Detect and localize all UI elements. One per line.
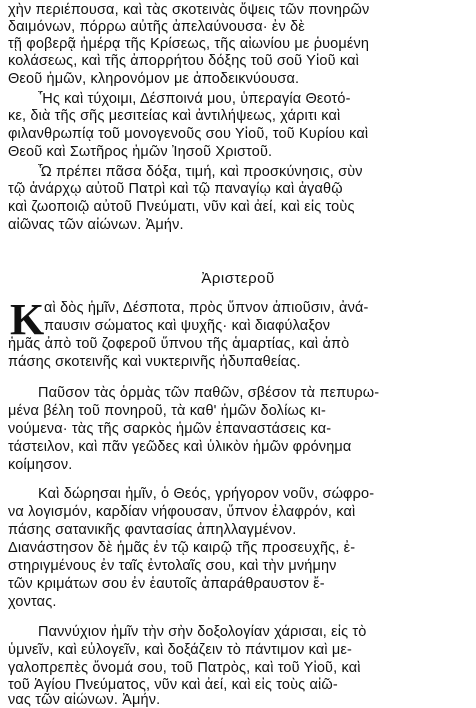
text-line: κε, διὰ τῆς σῆς μεσιτείας καὶ ἀντιλήψεως, χάριτι καὶ xyxy=(8,108,341,124)
text-line: Καὶ δώρησαι ἡμῖν, ὁ Θεός, γρήγορον νοῦν, σώφρο- xyxy=(38,486,375,502)
text-line: αὶ δὸς ἡμῖν, Δέσποτα, πρὸς ὕπνον ἀπιοῦσιν, ἀνά- xyxy=(44,300,369,316)
text-line: αἰῶνας τῶν αἰώνων. Ἀμήν. xyxy=(8,217,184,233)
text-line: τῷ ἀνάρχῳ αὐτοῦ Πατρὶ καὶ τῷ παναγίῳ καὶ ἀγαθῷ xyxy=(8,181,343,197)
text-line: ἡμᾶς ἀπὸ τοῦ ζοφεροῦ ὕπνου τῆς ἁμαρτίας, καὶ ἀπὸ xyxy=(8,336,350,352)
text-line: Ἧς καὶ τύχοιμι, Δέσποινά μου, ὑπεραγία Θεοτό- xyxy=(38,91,351,107)
text-line: χοντας. xyxy=(8,594,57,610)
text-line: να λογισμόν, καρδίαν νήφουσαν, ὕπνον ἐλαφρόν, καὶ xyxy=(8,504,356,520)
text-line: τοῦ Ἁγίου Πνεύματος, νῦν καὶ ἀεί, καὶ εἰς τοὺς αἰῶ- xyxy=(8,677,338,693)
text-line: στηριγμένους ἐν ταῖς ἐντολαῖς σου, καὶ τὴν μνήμην xyxy=(8,558,337,574)
text-line: κολάσεως, καὶ τῆς ἀπορρήτου δόξης τοῦ σοῦ Υἱοῦ καὶ xyxy=(8,53,359,69)
text-line: καὶ ζωοποιῷ αὐτοῦ Πνεύματι, νῦν καὶ ἀεί, καὶ εἰς τοὺς xyxy=(8,199,355,215)
text-line: κοίμησον. xyxy=(8,457,73,473)
text-line: νούμενα· τὰς τῆς σαρκὸς ἡμῶν ἐπαναστάσεις κα- xyxy=(8,421,332,437)
section-heading: Ἀριστεροῦ xyxy=(201,270,275,287)
text-line: Παννύχιον ἡμῖν τὴν σὴν δοξολογίαν χάρισαι, εἰς τὸ xyxy=(38,624,367,640)
text-line: φιλανθρωπίᾳ τοῦ μονογενοῦς σου Υἱοῦ, τοῦ Κυρίου καὶ xyxy=(8,126,369,142)
text-line: παυσιν σώματος καὶ ψυχῆς· καὶ διαφύλαξον xyxy=(44,318,331,334)
text-line: νας τῶν αἰώνων. Ἀμήν. xyxy=(8,692,161,708)
text-line: τῶν κριμάτων σου ἐν ἑαυτοῖς ἀπαράθραυστον ἔ- xyxy=(8,576,325,592)
text-line: Διανάστησον δὲ ἡμᾶς ἐν τῷ καιρῷ τῆς προσευχῆς, ἐ- xyxy=(8,540,356,556)
text-line: χὴν περιέπουσα, καὶ τὰς σκοτεινὰς ὄψεις τῶν πονηρῶν xyxy=(8,2,370,18)
text-line: δαιμόνων, πόρρω αὐτῆς ἀπελαύνουσα· ἐν δὲ xyxy=(8,19,305,35)
text-line: Ὧ πρέπει πᾶσα δόξα, τιμή, καὶ προσκύνησις, σὺν xyxy=(38,164,363,180)
text-line: τῇ φοβερᾷ ἡμέρᾳ τῆς Κρίσεως, τῆς αἰωνίου με ῥυομένη xyxy=(8,36,370,52)
text-line: Θεοῦ καὶ Σωτῆρος ἡμῶν Ἰησοῦ Χριστοῦ. xyxy=(8,144,273,160)
text-line: τάστειλον, καὶ πᾶν γεῶδες καὶ ὑλικὸν ἡμῶν φρόνημα xyxy=(8,439,352,455)
text-line: πάσης σκοτεινῆς καὶ νυκτερινῆς ἡδυπαθείας. xyxy=(8,354,301,370)
text-line: γαλοπρεπὲς ὄνομά σου, τοῦ Πατρὸς, καὶ τοῦ Υἱοῦ, καὶ xyxy=(8,660,361,676)
text-line: ὑμνεῖν, καὶ εὐλογεῖν, καὶ δοξάζειν τὸ πάντιμον καὶ με- xyxy=(8,642,352,658)
text-line: Θεοῦ ἡμῶν, κληρονόμον με ἀποδεικνύουσα. xyxy=(8,71,300,87)
text-line: πάσης σατανικῆς φαντασίας ἀπηλλαγμένον. xyxy=(8,522,297,538)
drop-cap: Κ xyxy=(10,295,45,344)
text-line: Παῦσον τὰς ὁρμὰς τῶν παθῶν, σβέσον τὰ πεπυρω- xyxy=(38,385,380,401)
text-line: μένα βέλη τοῦ πονηροῦ, τὰ καθ' ἡμῶν δολίως κι- xyxy=(8,403,326,419)
